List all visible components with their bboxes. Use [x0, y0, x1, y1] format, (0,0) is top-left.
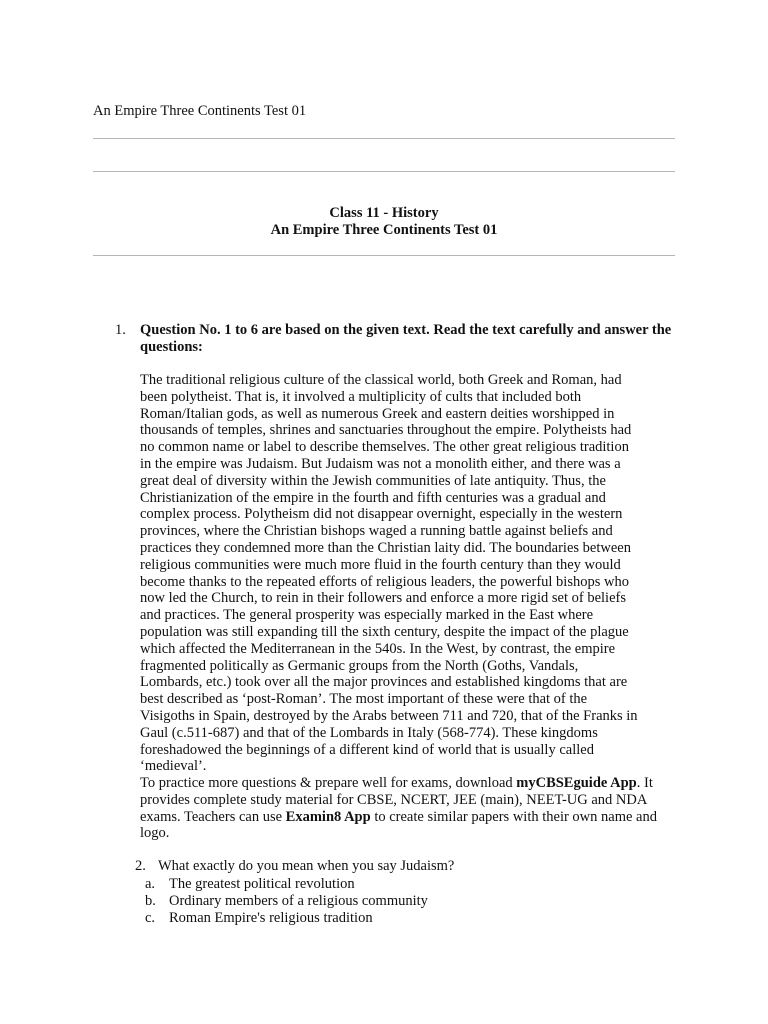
- class-subject-title: Class 11 - History: [329, 205, 439, 221]
- option-letter: c.: [145, 909, 156, 926]
- promo-text-1: To practice more questions & prepare well for exams, download: [140, 775, 517, 791]
- question-2-number: 2.: [135, 858, 146, 874]
- promo-text-3: to create similar papers with their own name and logo.: [140, 808, 657, 842]
- promo-text-2: . It provides complete study material for CBSE, NCERT, JEE (main), NEET-UG and NDA exams. Teachers can use: [140, 775, 653, 825]
- title-divider: [93, 255, 675, 256]
- option-c: [145, 910, 428, 927]
- option-a: [145, 876, 428, 893]
- reading-passage: The traditional religious culture of the classical world, both Greek and Roman, had been polytheist. That is, it involved a multiplicity of cults that included both Roman/Italian gods, as well as numerous Greek and eastern deities worshipped in thousands of temples, shrines and sanctuaries throughout the empire. Polytheists had no common name or label to describe themselves. The other great religious tradition in the empire was Judaism. But Judaism was not a monolith either, and there was a great deal of diversity within the Jewish communities of late antiquity. Thus, the Christianization of the empire in the fourth and fifth centuries was a gradual and complex process. Polytheism did not disappear overnight, especially in the western provinces, where the Christian bishops waged a running battle against beliefs and practices they condemned more than the Christian laity did. The boundaries between religious communities were much more fluid in the fourth century than they would become thanks to the repeated efforts of religious leaders, the powerful bishops who now led the Church, to rein in their followers and enforce a more rigid set of beliefs and practices. The general prosperity was especially marked in the East where population was still expanding till the sixth century, despite the impact of the plague which affected the Mediterranean in the 540s. In the West, by contrast, the empire fragmented politically as Germanic groups from the North (Goths, Vandals, Lombards, etc.) took over all the major provinces and established kingdoms that are best described as ‘post-Roman’. The most important of these were that of the Visigoths in Spain, destroyed by the Arabs between 711 and 720, that of the Franks in Gaul (c.511-687) and that of the Lombards in Italy (568-774). These kingdoms foreshadowed the beginnings of a different kind of world that is usually called ‘medieval’.: [140, 372, 638, 775]
- option-text: Ordinary members of a religious community: [169, 892, 428, 909]
- test-title: An Empire Three Continents Test 01: [270, 221, 498, 238]
- question-1-number: 1.: [115, 322, 126, 338]
- question-2-text: What exactly do you mean when you say Judaism?: [158, 858, 455, 874]
- header-divider-1: [93, 138, 675, 139]
- question-1-heading: Question No. 1 to 6 are based on the given text. Read the text carefully and answer the questions:: [140, 322, 672, 355]
- option-text: The greatest political revolution: [169, 876, 355, 892]
- mycbseguide-app-name: myCBSEguide App: [516, 775, 637, 791]
- promo-paragraph: [140, 775, 680, 842]
- document-title-block: [93, 205, 675, 238]
- header-divider-2: [93, 171, 675, 172]
- option-letter: b.: [145, 892, 156, 909]
- option-letter: a.: [145, 876, 156, 892]
- option-b: [145, 893, 428, 910]
- page-header-title: An Empire Three Continents Test 01: [93, 103, 307, 119]
- question-2-options: [145, 876, 428, 926]
- examin8-app-name: Examin8 App: [285, 808, 371, 825]
- question-2: [135, 858, 454, 875]
- option-text: Roman Empire's religious tradition: [169, 909, 373, 926]
